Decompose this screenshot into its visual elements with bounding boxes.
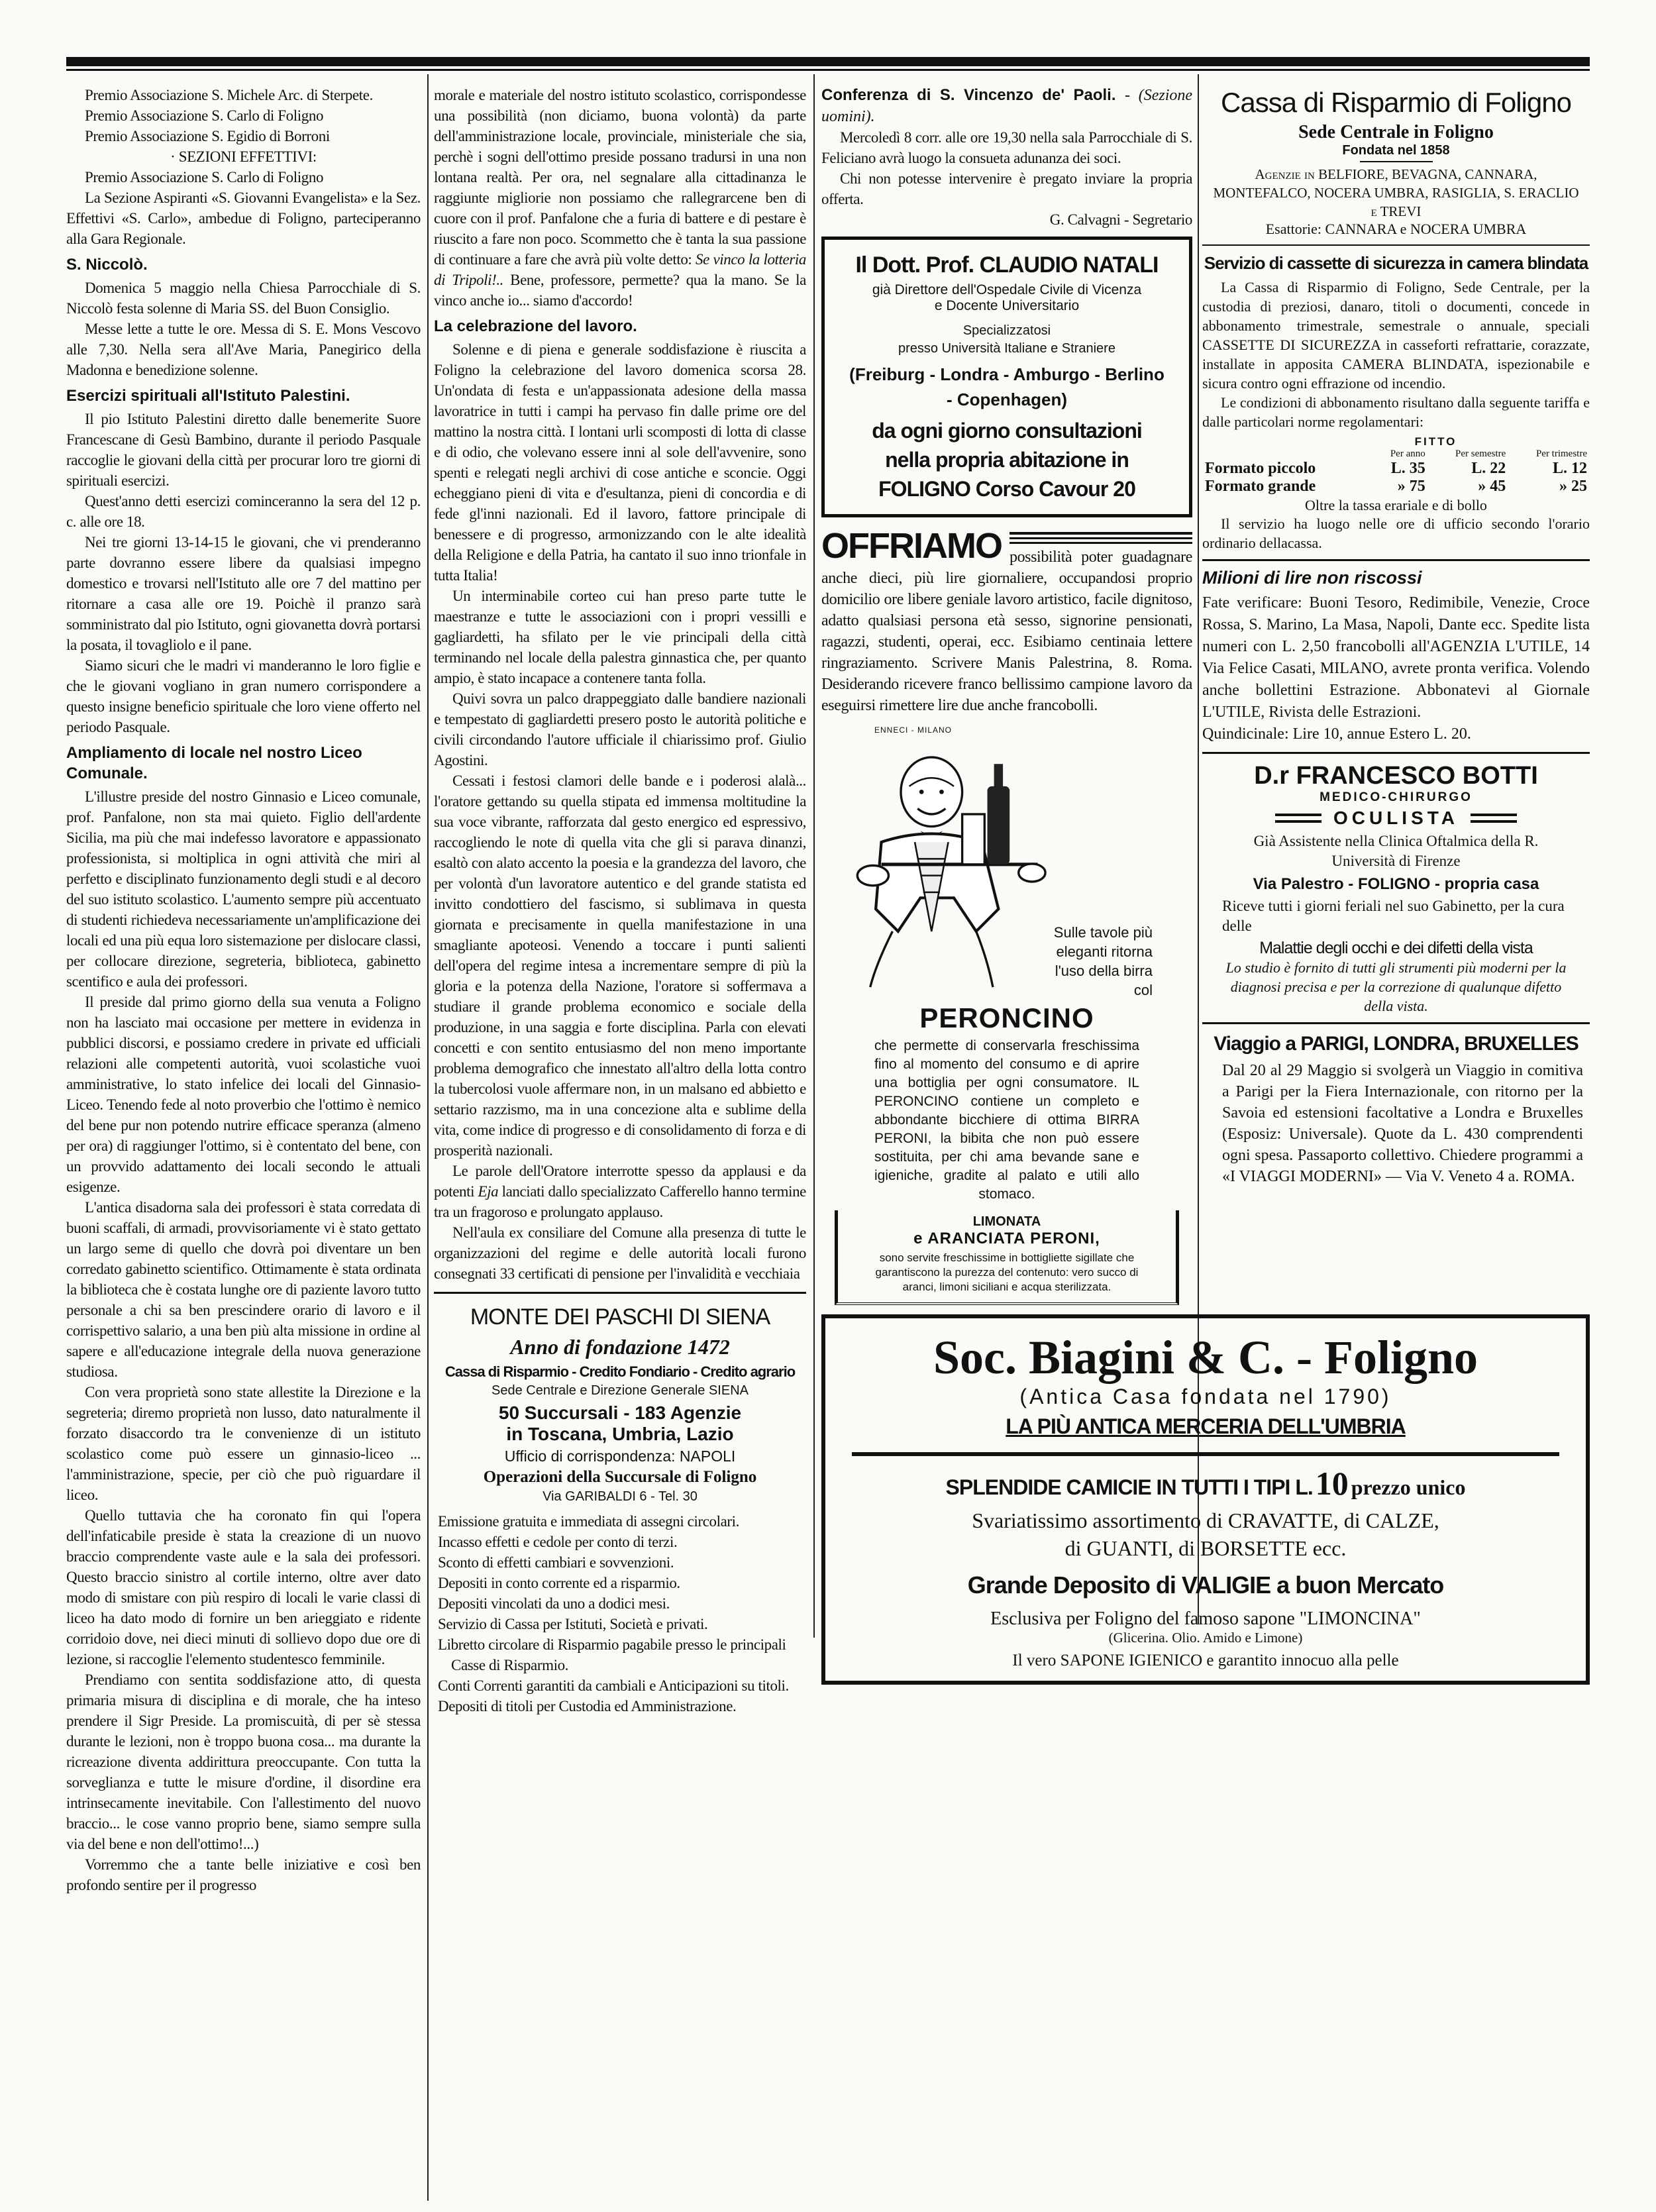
peroni-tagline: Sulle tavole più eleganti ritorna l'uso della birra col (1053, 924, 1153, 998)
botti-spec-row (1202, 808, 1590, 829)
column-2-articles (434, 85, 806, 1284)
list-item: Sconto di effetti cambiari e sovvenzioni. (438, 1554, 674, 1571)
biagini-price-note: prezzo unico (1351, 1475, 1466, 1499)
article-paragraph: Premio Associazione S. Egidio di Borroni (85, 128, 330, 144)
ad-milioni (1202, 559, 1590, 745)
biagini-since: (Antica Casa fondata nel 1790) (1019, 1385, 1392, 1408)
column-2 (434, 85, 806, 1716)
aranciata-label: e ARANCIATA PERONI, (913, 1230, 1100, 1247)
article-heading: S. Niccolò. (66, 256, 148, 274)
table-header (1202, 448, 1590, 460)
article-paragraph: L'antica disadorna sala dei professori è stata corredata di buoni scaffali, di armadi, provvisoriamente vi è stato gettato un largo seme di quello che dovrà poi diventare un ben corredato gabinetto scientifico. Ottimamente è stata ordinata la biblioteca che è costata lunghe ore di paziente lavoro tutto personale a chi sa ben prescindere orario di lavoro e il corrispettivo salario, a una ben più alta missione in ordine al sapere e all'educazione integrale della nuova generazione studiosa. (66, 1199, 421, 1380)
cassa-text: La Cassa di Risparmio di Foligno, Sede Centrale, per la custodia di preziosi, danaro, titoli o documenti, concede in abbonamento trimestrale, semestrale o annuale, speciali CASSETTE DI SICUREZZA in casseforti refrattarie, corazzate, installate in apposita CAMERA BLINDATA, ispezionabile e sicura contro ogni effrazione od incendio. (1202, 279, 1590, 392)
article-heading: La celebrazione del lavoro. (434, 317, 637, 335)
conferenza-notice (821, 85, 1192, 230)
right-columns (821, 85, 1590, 1305)
article-paragraph: Premio Associazione S. Carlo di Foligno (85, 107, 324, 124)
article-paragraph: L'illustre preside del nostro Ginnasio e Liceo comunale, prof. Panfalone, non sta mai quieto. Figlio dell'ardente Sicilia, ma più che mai indefesso lavoratore e appassionato professionista, si moltiplica in ogni attività che miri al perfetto e disciplinato funzionamento degli studi e al decoro del suo istituto scolastico. L'aumento sempre più accentuato di studenti richiedeva necessariamente un'amplificazione dei locali ed una più equa loro sistemazione per dislocare classi, per collocare direzione, segreteria, biblioteca, gabinetto scentifico e aula dei professori. (66, 788, 421, 990)
biagini-shirts: SPLENDIDE CAMICIE IN TUTTI I TIPI L. (945, 1475, 1313, 1499)
article-paragraph: Nei tre giorni 13-14-15 le giovani, che vi prenderanno parte dovranno essere libere da qualsiasi impegno domestico e trovarsi nell'Istituto alle ore 7 del mattino per ritornare a casa alle ore 19. Poichè il pranzo sarà somministrato dal pio Istituto, ogni giovanetta dovrà portarsi la posata, il tovagliolo e il pane. (66, 534, 421, 653)
list-item: Depositi in conto corrente ed a risparmio. (438, 1575, 680, 1591)
cassa-founded: Fondata nel 1858 (1342, 143, 1450, 158)
price-cell: » 25 (1559, 478, 1587, 495)
botti-text: Riceve tutti i giorni feriali nel suo Gabinetto, per la cura delle (1222, 898, 1565, 934)
milioni-price: Quindicinale: Lire 10, annue Estero L. 20. (1202, 725, 1471, 743)
article-paragraph: La Sezione Aspiranti «S. Giovanni Evangelista» e la Sez. Effettivi «S. Carlo», ambedue di Foligno, parteciperanno alla Gara Regionale. (66, 189, 421, 247)
column-1-articles (66, 85, 421, 1895)
article-paragraph (434, 85, 806, 311)
peroni-body: che permette di conservarla freschissima fino al momento del consumo e di aprire una bottiglia per ogni consumatore. IL PERONCINO contiene un completo e abbondante bicchiere di ottima BIRRA PERONI, la bibita che non può essere sostituita, per chi ama bevande sane e igieniche, gradite al palato e utili allo stomaco. (874, 1038, 1139, 1202)
cassa-seat: Sede Centrale in Foligno (1298, 122, 1494, 142)
top-rule-thin (66, 69, 1590, 71)
price-cell: L. 22 (1471, 460, 1506, 477)
biagini-price: 10 (1315, 1465, 1349, 1502)
list-item: Incasso effetti e cedole per conto di terzi. (438, 1534, 678, 1550)
peroni-brand: PERONCINO (919, 1002, 1094, 1033)
article-paragraph: Premio Associazione S. Michele Arc. di Sterpete. (85, 87, 373, 103)
list-item: Depositi di titoli per Custodia ed Amministrazione. (438, 1698, 737, 1714)
offriamo-title: OFFRIAMO (821, 526, 1002, 566)
article-paragraph: Solenne e di piena e generale soddisfazione è riuscita a Foligno la celebrazione del lavoro domenica scorsa 28. Un'ondata di festa e un'appassionata adesione della massa lavoratrice in tutti i campi ha pervaso fin dalle prime ore del mattino la nostra città. I lontani urli scomposti di lotta di classe e di odio, che volevano essere inni al sole dell'avvenire, sono spenti e relegati negli archivi di cose antiche e sconcie. Oggi echeggiano pieni di vita e d'esultanza, pieni di concordia e di fede gl'inni nazionali. Ed il lavoro, fattore principale di benessere e di progresso, armonizzando con le alte idealità della Religione e della Patria, ha cantato il suo inno trionfale in tutta Italia! (434, 341, 806, 584)
article-paragraph: Domenica 5 maggio nella Chiesa Parrocchiale di S. Niccolò festa solenne di Maria SS. del Buon Consiglio. (66, 280, 421, 317)
biagini-title: Soc. Biagini & C. - Foligno (933, 1331, 1478, 1384)
monte-founded: Anno di fondazione 1472 (510, 1335, 730, 1359)
monte-address: Via GARIBALDI 6 - Tel. 30 (543, 1489, 698, 1504)
viaggio-text: Dal 20 al 29 Maggio si svolgerà un Viaggio in comitiva a Parigi per la Fiera Internazionale, con ritorno per la Savoia ed estensioni facoltative a Londra e Bruxelles (Esposiz: Universale). Quote da L. 430 comprendenti ogni spesa. Passaporto collettivo. Chiedere programmi a «I VIAGGI MODERNI» — Via V. Veneto 4 a. ROMA. (1222, 1062, 1583, 1185)
milioni-text: Fate verificare: Buoni Tesoro, Redimibile, Venezie, Croce Rossa, S. Marino, La Masa, Napoli, Dante ecc. Spedite lista numeri con L. 2,50 francobolli all'AGENZIA L'UTILE, 14 Via Felice Casati, MILANO, avrete pronta verifica. Volendo anche bollettini Estrazione. Abbonatevi al Giornale L'UTILE, Rivista delle Estrazioni. (1202, 594, 1590, 721)
article-paragraph: Quello tuttavia che ha coronato fin qui l'opera dell'infaticabile preside è stata la creazione di un nuovo braccio comprendente vaste aule e la sala dei professori. Questo braccio sinistro al cortile interno, oltre aver dato modo di smistare con più respiro di locali le varie classi di liceo ha dato modo di fornire un ben arieggiato e ridente corridoio dove, nei dieci minuti di sollievo dopo due ore di lezione, si raccoglie l'elemento studentesco femminile. (66, 1507, 421, 1667)
list-item: Emissione gratuita e immediata di assegni circolari. (438, 1513, 740, 1530)
cassa-text: Il servizio ha luogo nelle ore di ufficio secondo l'orario ordinario dellacassa. (1202, 515, 1590, 551)
article-paragraph: Il pio Istituto Palestini diretto dalle benemerite Suore Francescane di Gesù Bambino, durante il periodo Pasquale raccoglie le giovani della città per procurar loro tre giorni di spirituali esercizi. (66, 411, 421, 489)
conferenza-text: Chi non potesse intervenire è pregato inviare la propria offerta. (821, 170, 1192, 207)
column-3 (821, 85, 1192, 1305)
biagini-soap: Esclusiva per Foligno del famoso sapone "LIMONCINA" (990, 1608, 1421, 1629)
header-cell (1202, 448, 1370, 460)
conferenza-signature: G. Calvagni - Segretario (1049, 211, 1192, 228)
cassa-agencies: Agenzie in BELFIORE, BEVAGNA, CANNARA, MONTEFALCO, NOCERA UMBRA, RASIGLIA, S. ERACLIO e TREVI (1213, 166, 1579, 219)
ad-peroncino (821, 725, 1192, 1305)
text-span: lanciati dallo specializzato Cafferello hanno termine tra un fragoroso e prolungato applauso. (434, 1183, 806, 1220)
list-item: Libretto circolare di Risparmio pagabile presso le principali Casse di Risparmio. (438, 1636, 786, 1673)
monte-services: Cassa di Risparmio - Credito Fondiario - Credito agrario (444, 1363, 796, 1380)
conferenza-title: Conferenza di S. Vincenzo de' Paoli. (821, 86, 1116, 104)
price-cell: » 75 (1397, 478, 1425, 495)
botti-text: Già Assistente nella Clinica Oftalmica della R. Università di Firenze (1253, 833, 1539, 869)
offriamo-text: possibilità poter guadagnare anche dieci, più lire giornaliere, occupandosi proprio domicilio ore libere geniale lavoro artistico, facile dignitoso, adatto qualsiasi persona età sesso, signorine pensionati, ragazzi, studenti, operai, ecc. Esibiamo centinaia lettere ringraziamento. Scrivere Manis Palestrina, 8. Roma. Desiderando ricevere franco bellissimo campione lavoro da eseguirsi rimettere lire due anche francobolli. (821, 549, 1192, 714)
biagini-slogan: LA PIÙ ANTICA MERCERIA DELL'UMBRIA (1006, 1414, 1406, 1438)
viaggio-title: Viaggio a PARIGI, LONDRA, BRUXELLES (1214, 1033, 1578, 1055)
cassa-note: Oltre la tassa erariale e di bollo (1305, 497, 1487, 513)
ad-biagini (821, 1314, 1590, 1685)
text-span: morale e materiale del nostro istituto scolastico, corrispondesse una possibilità (non diciamo, buona volontà) da parte dell'amministrazione locale, provinciale, ministeriale che sia, perchè i sogni dell'ottimo preside possano tradursi in una non lontana realtà. Per ora, nel segnalare alla cittadinanza le raggiunte migliorie non possiamo che rallegrarcene ben di cuore con il prof. Panfalone che a furia di battere e di pestare è riuscito a fare non poco. Scommetto che è tanta la sua passione di continuare a fare che avrà più volte detto: (434, 87, 806, 268)
biagini-soap-claim: Il vero SAPONE IGIENICO e garantito innocuo alla pelle (1012, 1652, 1399, 1669)
article-paragraph: Premio Associazione S. Carlo di Foligno (85, 169, 324, 185)
article-paragraph: Cessati i festosi clamori delle bande e i poderosi alalà... l'oratore gettando su quella stipata ed immensa moltitudine la sua voce vibrante, rafforzata dal gesto energico ed espressivo, raccogliendo le note di quella vita che gli si parava dinanzi, esaltò con alato accento la poesia e la grandezza del lavoro, che per volontà d'un lavoratore autentico e del grande statista ed invitto condottiero del fascismo, si sublimava in questa giornata e precisamente in quella manifestazione in una smagliante apoteosi. Venendo a toccare i punti salienti dell'opera del regime intesa a incrementare sempre di più la gloria e la potenza della Nazione, l'oratore si soffermava a studiare il grande problema economico e sociale della produzione, in una saggia e forte disciplina. Parla con elevati concetti e con sentito entusiasmo del non meno importante problema demografico che innestato all'altro della lotta contro la tubercolosi vuole affermare non, in un malsano ed abbietto e settario razzismo, ma in una concezione alta e sublime della vita, come indice di progresso e di consolidamento di forza e di prosperità nazionali. (434, 772, 806, 1159)
monte-seat: Sede Centrale e Direzione Generale SIENA (492, 1383, 749, 1398)
cassa-service-title: Servizio di cassette di sicurezza in camera blindata (1204, 253, 1588, 273)
ad-dott-natali (821, 237, 1192, 517)
botti-specialty: OCULISTA (1333, 808, 1459, 828)
cassa-table-title: FITTO (1414, 435, 1457, 448)
offriamo-rules (1009, 525, 1192, 547)
natali-role: già Direttore dell'Ospedale Civile di Vicenza (872, 282, 1142, 297)
monte-office: Ufficio di corrispondenza: NAPOLI (504, 1448, 736, 1465)
conferenza-text: Mercoledì 8 corr. alle ore 19,30 nella sala Parrocchiale di S. Feliciano avrà luogo la consueta adunanza dei soci. (821, 129, 1192, 166)
article-paragraph: Messe lette a tutte le ore. Messa di S. E. Mons Vescovo alle 7,30. Nella sera all'Ave Maria, Panegirico della Madonna e benedizione solenne. (66, 321, 421, 378)
natali-universities: presso Università Italiane e Straniere (898, 341, 1115, 356)
botti-text: Malattie degli occhi e dei difetti della vista (1259, 939, 1533, 957)
column-4 (1202, 85, 1590, 1187)
botti-text: Lo studio è fornito di tutti gli strumenti più moderni per la diagnosi precisa e per la correzione di qualunque difetto della vista. (1225, 959, 1567, 1014)
text-span: Le parole dell'Oratore interrotte spesso da applausi e da potenti (434, 1163, 806, 1200)
article-paragraph: Quivi sovra un palco drappeggiato dalle bandiere nazionali e tempestato di gagliardetti presero posto le autorità politiche e civili circondando l'autore ufficiale il chiarissimo prof. Giulio Agostini. (434, 690, 806, 768)
biagini-soap-note: (Glicerina. Olio. Amido e Limone) (1108, 1630, 1303, 1646)
header-cell: Per trimestre (1535, 448, 1587, 459)
article-paragraph (434, 1161, 806, 1222)
list-item: Conti Correnti garantiti da cambiali e Anticipazioni su titoli. (438, 1677, 789, 1694)
biagini-luggage: Grande Deposito di VALIGIE a buon Mercato (967, 1571, 1444, 1599)
column-divider (813, 74, 815, 1638)
botti-address: Via Palestro - FOLIGNO - propria casa (1253, 875, 1539, 893)
article-heading: Ampliamento di locale nel nostro Liceo Comunale. (66, 744, 362, 782)
natali-name: Il Dott. Prof. CLAUDIO NATALI (855, 252, 1159, 278)
article-paragraph: · SEZIONI EFFETTIVI: (170, 148, 317, 165)
italic-text: Se vinco la lotteria di Tripoli!.. (434, 251, 806, 288)
natali-role: e Docente Universitario (934, 298, 1080, 313)
natali-consult: nella propria abitazione in (885, 448, 1129, 472)
article-paragraph: Quest'anno detti esercizi cominceranno la sera del 12 p. c. alle ore 18. (66, 493, 421, 530)
ad-viaggio (1202, 1022, 1590, 1187)
column-divider (427, 74, 429, 2201)
conferenza-subtitle: - (Sezione uomini). (821, 87, 1193, 125)
price-cell: L. 35 (1390, 460, 1425, 477)
price-cell: L. 12 (1552, 460, 1587, 477)
waiter-illustration (848, 735, 1060, 1000)
ad-monte-dei-paschi (434, 1292, 806, 1716)
milioni-title: Milioni di lire non riscossi (1202, 568, 1422, 588)
cassa-text: Le condizioni di abbonamento risultano dalla seguente tariffa e dalle particolari norme regolamentari: (1202, 394, 1590, 430)
table-row (1202, 460, 1590, 478)
article-paragraph: Vorremmo che a tante belle iniziative e così ben profondo sentire per il progresso (66, 1856, 421, 1893)
row-label: Formato piccolo (1205, 460, 1316, 477)
monte-branches: 50 Succursali - 183 Agenzie (498, 1402, 742, 1423)
biagini-assortment: di GUANTI, di BORSETTE ecc. (1064, 1536, 1347, 1560)
article-heading: Esercizi spirituali all'Istituto Palestini. (66, 387, 350, 405)
header-cell: Per semestre (1455, 448, 1506, 459)
natali-address: FOLIGNO Corso Cavour 20 (878, 477, 1135, 501)
list-item: Depositi vincolati da uno a dodici mesi. (438, 1595, 670, 1612)
article-paragraph: Nell'aula ex consiliare del Comune alla presenza di tutte le organizzazioni del regime e delle autorità locali furono consegnati 33 certificati di pensione per l'invalidità e vecchiaia (434, 1224, 806, 1282)
article-paragraph: Il preside dal primo giorno della sua venuta a Foligno non ha lasciato mai occasione per mettere in evidenza in pubblici discorsi, e possiamo credere in private ed ufficiali relazioni alle competenti autorità, vuoi scolastiche vuoi amministrative, lo stato infelice dei locali del Ginnasio-Liceo. Tenendo fede al noto proverbio che l'ottimo è nemico del bene pur non potendo nutrire efficace speranza (almeno per ora) di raggiunger l'ottimo, si è contentato del bene, con un provvido adattamento dei locali secondo le attuali esigenze. (66, 994, 421, 1195)
article-paragraph: Siamo sicuri che le madri vi manderanno le loro figlie e che le giovani vogliano in gran numero corrispondere a questo insigne beneficio spirituale che loro viene offerto nel periodo Pasquale. (66, 657, 421, 735)
monte-operations: Operazioni della Succursale di Foligno (483, 1468, 757, 1486)
price-cell: » 45 (1478, 478, 1506, 495)
italic-text: Eja (478, 1183, 499, 1200)
botti-role: MEDICO-CHIRURGO (1320, 790, 1473, 804)
peroni-limonata-box (835, 1210, 1179, 1305)
article-paragraph: Con vera proprietà sono state allestite la Direzione e la segreteria; diremo proprietà non lusso, dato naturalmente il forzato disaccordo tra le convenienze di un istituto scolastico come può essere un ginnasio-liceo ... l'amministrazione, specie, per ciò che può riguardare il liceo. (66, 1384, 421, 1503)
cassa-tariff-table (1202, 448, 1590, 496)
natali-spec: Specializzatosi (962, 323, 1051, 338)
list-item: Servizio di Cassa per Istituti, Società e privati. (438, 1616, 708, 1632)
ad-dott-botti (1202, 752, 1590, 1016)
peroni-illustration-area (821, 735, 1192, 1000)
limonata-label: LIMONATA (972, 1214, 1041, 1229)
botti-name: D.r FRANCESCO BOTTI (1254, 762, 1538, 790)
article-paragraph: Un interminabile corteo cui han preso parte tutte le maestranze e tutte le associazioni con i propri vessilli e gagliardetti, ha sfilato per le vie principali della città terminando nel locale della palestra ginnastica che, per quanto ampio, è stato incapace a contenere tanta folla. (434, 588, 806, 686)
table-row (1202, 478, 1590, 496)
peroni-credit: ENNECI - MILANO (874, 725, 953, 735)
text-span: Bene, professore, permette? qua la mano. Se la vinco anche io... siamo d'accordo! (434, 272, 806, 309)
cassa-title: Cassa di Risparmio di Foligno (1221, 87, 1571, 118)
biagini-assortment: Svariatissimo assortimento di CRAVATTE, di CALZE, (972, 1508, 1439, 1532)
header-cell: Per anno (1390, 448, 1425, 459)
top-rule (66, 57, 1590, 66)
natali-consult: da ogni giorno consultazioni (872, 419, 1142, 443)
monte-regions: in Toscana, Umbria, Lazio (506, 1424, 734, 1444)
row-label: Formato grande (1205, 478, 1316, 495)
ad-offriamo (821, 525, 1192, 716)
article-paragraph: Prendiamo con sentita soddisfazione atto, di questa primaria misura di disciplina e di morale, che ha inteso prendere il Sigr Preside. La promiscuità, di per sè stessa durante le lezioni, non è troppo buona cosa... ma durante la ricreazione diventa addirittura preoccupante. Con tutta la sorveglianza e tutte le misure d'ordine, il disordine era intrinsecamente inevitabile. Con l'allestimento del nuovo braccio... le cose vanno proprio bene, siamo sempre sulla via del bene e non dell'ottimo!...) (66, 1671, 421, 1852)
right-section (821, 85, 1590, 1685)
cassa-tax-offices: Esattorie: CANNARA e NOCERA UMBRA (1265, 221, 1527, 237)
natali-cities: (Freiburg - Londra - Amburgo - Berlino - Copenhagen) (849, 364, 1164, 409)
monte-title: MONTE DEI PASCHI DI SIENA (470, 1304, 770, 1330)
peroni-small-text: sono servite freschissime in bottigliette sigillate che garantiscono la purezza del contenuto: vero succo di aranci, limoni siciliani e acqua sterilizzata. (875, 1251, 1139, 1293)
biagini-shirts-row (852, 1452, 1559, 1502)
ad-cassa-risparmio (1202, 85, 1590, 553)
monte-services-list (434, 1511, 806, 1716)
